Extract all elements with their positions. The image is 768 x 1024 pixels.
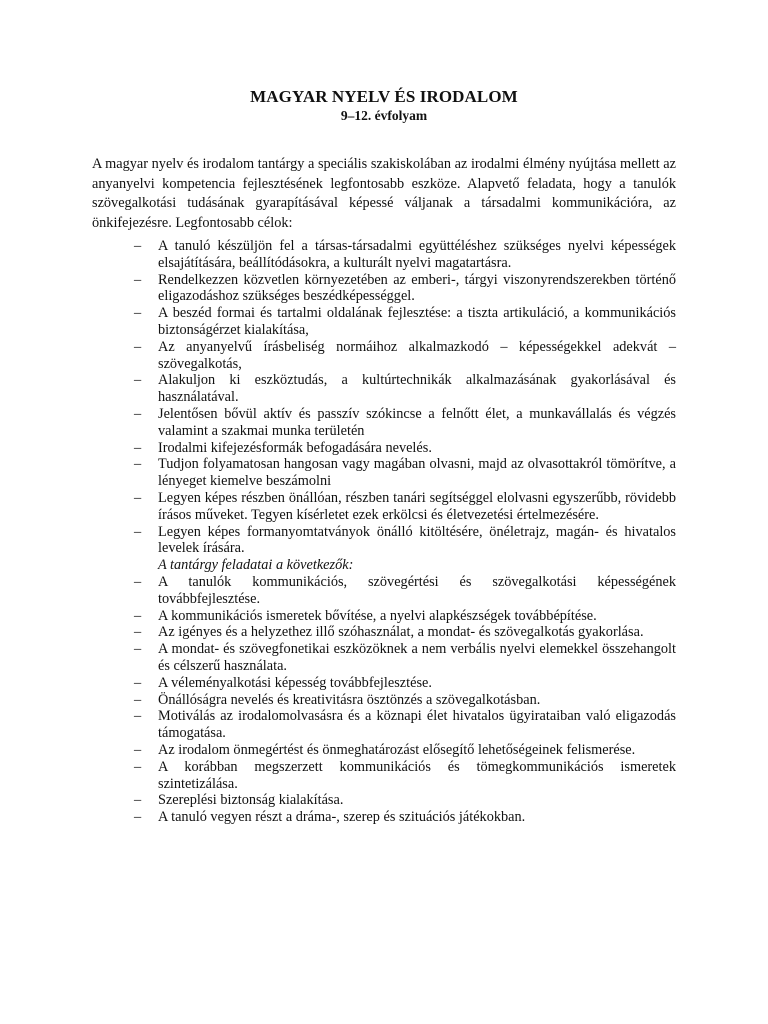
list-item: – Irodalmi kifejezésformák befogadására nevelés. — [132, 440, 676, 457]
list-item: – Legyen képes formanyomtatványok önálló kitöltésére, önéletrajz, magán- és hivatalos levelek írására. — [132, 524, 676, 558]
tasks-heading: A tantárgy feladatai a következők: — [158, 557, 354, 574]
list-item: – Legyen képes részben önállóan, részben tanári segítséggel elolvasni egyszerűbb, rövidebb írásos műveket. Tegyen kísérletet ezek erkölcsi és életvezetési értelmezésére. — [132, 490, 676, 524]
list-item: – A kommunikációs ismeretek bővítése, a nyelvi alapkészségek továbbépítése. — [132, 608, 676, 625]
list-item: – A tanuló vegyen részt a dráma-, szerep és szituációs játékokban. — [132, 809, 676, 826]
list-item: – Motiválás az irodalomolvasásra és a köznapi élet hivatalos ügyirataiban való eligazodás támogatása. — [132, 708, 676, 742]
page-title: MAGYAR NYELV ÉS IRODALOM — [250, 87, 518, 106]
list-item: – A tanulók kommunikációs, szövegértési és szövegalkotási képességének továbbfejlesztése. — [132, 574, 676, 608]
objectives-list — [132, 238, 676, 826]
list-item: – A korábban megszerzett kommunikációs és tömegkommunikációs ismeretek szintetizálása. — [132, 759, 676, 793]
list-item: – A tanuló készüljön fel a társas-társadalmi együttéléshez szükséges nyelvi képességek elsajátítására, beállítódásokra, a kulturált nyelvi magatartásra. — [132, 238, 676, 272]
list-item: – Önállóságra nevelés és kreativitásra ösztönzés a szövegalkotásban. — [132, 692, 676, 709]
list-item: – Alakuljon ki eszköztudás, a kultúrtechnikák alkalmazásának gyakorlásával és használatával. — [132, 372, 676, 406]
list-item: – A véleményalkotási képesség továbbfejlesztése. — [132, 675, 676, 692]
list-item: – Az igényes és a helyzethez illő szóhasználat, a mondat- és szövegalkotás gyakorlása. — [132, 624, 676, 641]
list-item: – Rendelkezzen közvetlen környezetében az emberi-, tárgyi viszonyrendszerekben történő eligazodáshoz szükséges beszédképességgel. — [132, 272, 676, 306]
list-item: – Jelentősen bővül aktív és passzív szókincse a felnőtt élet, a munkavállalás és végzés valamint a szakmai munka területén — [132, 406, 676, 440]
list-item: – A mondat- és szövegfonetikai eszközöknek a nem verbális nyelvi elemekkel összehangolt és célszerű használata. — [132, 641, 676, 675]
list-item: – A beszéd formai és tartalmi oldalának fejlesztése: a tiszta artikuláció, a kommunikációs biztonságérzet kialakítása, — [132, 305, 676, 339]
page-subtitle: 9–12. évfolyam — [340, 108, 428, 123]
list-item: – Szereplési biztonság kialakítása. — [132, 792, 676, 809]
list-item: – Tudjon folyamatosan hangosan vagy magában olvasni, majd az olvasottakról tömörítve, a lényeget kiemelve beszámolni — [132, 456, 676, 490]
list-item: – Az anyanyelvű írásbeliség normáihoz alkalmazkodó – képességekkel adekvát – szövegalkotás, — [132, 339, 676, 373]
list-item: – Az irodalom önmegértést és önmeghatározást elősegítő lehetőségeinek felismerése. — [132, 742, 676, 759]
intro-paragraph: A magyar nyelv és irodalom tantárgy a speciális szakiskolában az irodalmi élmény nyújtása mellett az anyanyelvi kompetencia fejlesztésének legfontosabb eszköze. Alapvető feladata, hogy a tanulók szövegalkotási tudásának gyarapításával képessé váljanak a társadalmi kommunikációra, az önkifejezésre. Legfontosabb célok: — [92, 156, 676, 231]
